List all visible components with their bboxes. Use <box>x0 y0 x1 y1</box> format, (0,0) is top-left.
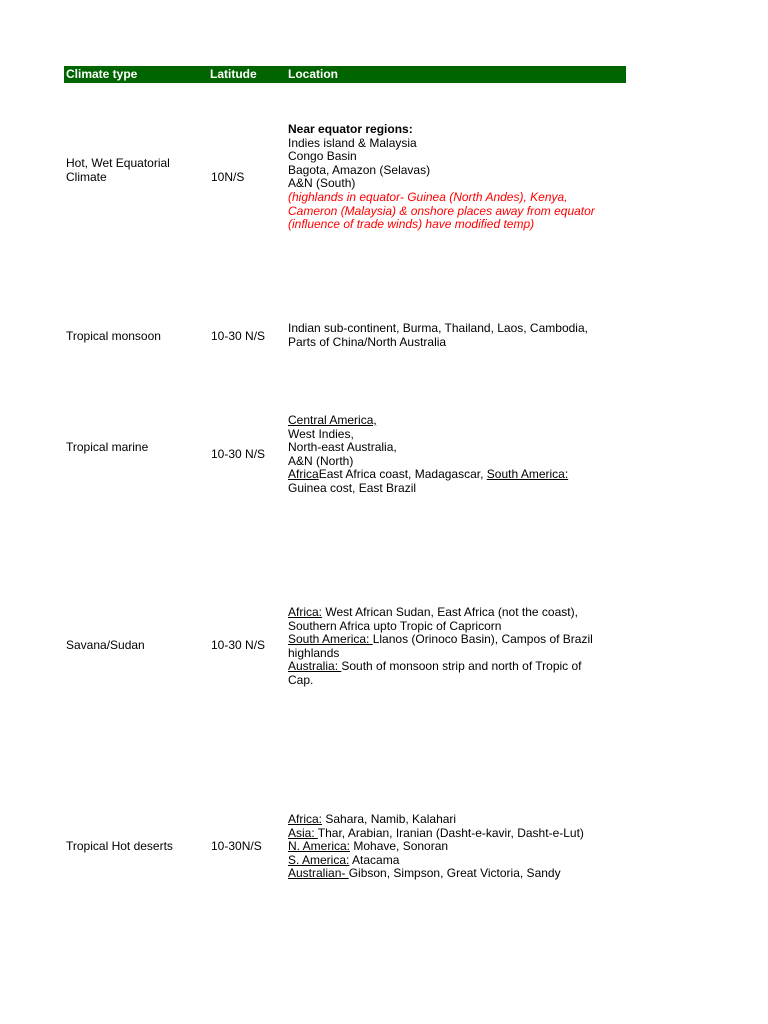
row-5-loc-line <box>288 827 584 841</box>
row-1-type-line-1: Hot, Wet Equatorial <box>66 156 170 170</box>
header-latitude: Latitude <box>210 67 257 81</box>
row-3-climate-type: Tropical marine <box>66 440 149 454</box>
row-1-loc-line: A&N (South) <box>288 176 356 191</box>
row-1-loc-heading: Near equator regions: <box>288 122 413 136</box>
row-5-loc-line <box>288 867 584 881</box>
region-label: Africa <box>288 467 319 482</box>
region-places: Thar, Arabian, Iranian (Dasht-e-kavir, Dasht-e-Lut) <box>317 825 584 840</box>
row-4-loc-line: highlands <box>288 645 340 660</box>
row-1-loc-line: Bagota, Amazon (Selavas) <box>288 162 431 177</box>
row-1-loc-note: (influence of trade winds) have modified temp) <box>288 217 535 232</box>
region-places: West African Sudan, East Africa (not the coast), <box>322 605 578 619</box>
row-4-latitude: 10-30 N/S <box>211 638 266 652</box>
row-5-latitude: 10-30N/S <box>211 839 262 853</box>
region-places: Mohave, Sonoran <box>350 839 449 854</box>
row-3-loc-line: Central America, <box>288 413 377 427</box>
table-header <box>64 66 626 83</box>
row-1-loc-line: Indies island & Malaysia <box>288 135 417 150</box>
region-places: Gibson, Simpson, Great Victoria, Sandy <box>348 866 561 881</box>
row-3-loc-line: A&N (North) <box>288 453 354 468</box>
row-3-loc-line: West Indies, <box>288 426 354 441</box>
region-label: Australian- <box>288 866 349 881</box>
row-2-climate-type: Tropical monsoon <box>66 329 161 343</box>
row-2-location <box>288 322 588 349</box>
row-1-latitude: 10N/S <box>211 170 245 184</box>
row-4-loc-line: Cap. <box>288 672 314 687</box>
header-location: Location <box>288 67 338 81</box>
row-4-climate-type: Savana/Sudan <box>66 638 145 652</box>
row-4-loc-line: Southern Africa upto Tropic of Capricorn <box>288 618 502 633</box>
row-5-loc-line <box>288 840 584 854</box>
row-1-location <box>288 123 595 232</box>
region-places: Sahara, Namib, Kalahari <box>322 812 457 826</box>
region-places: South of monsoon strip and north of Tropic of <box>341 659 582 674</box>
row-5-loc-line <box>288 813 584 827</box>
region-places: East Africa coast, Madagascar, <box>318 467 487 482</box>
region-label: South America: <box>486 467 569 482</box>
region-places: Llanos (Orinoco Basin), Campos of Brazil <box>372 632 593 647</box>
row-2-loc-line: Parts of China/North Australia <box>288 334 447 349</box>
header-climate-type: Climate type <box>66 67 138 81</box>
row-3-location <box>288 414 568 496</box>
row-3-loc-line: Guinea cost, East Brazil <box>288 480 417 495</box>
row-1-type-line-2: Climate <box>66 169 107 184</box>
row-2-loc-line: Indian sub-continent, Burma, Thailand, Laos, Cambodia, <box>288 321 588 335</box>
row-2-latitude: 10-30 N/S <box>211 329 266 343</box>
region-label: Africa: <box>288 812 323 826</box>
region-label: South America: <box>288 632 373 647</box>
row-4-loc-line <box>288 606 593 620</box>
row-3-latitude: 10-30 N/S <box>211 447 266 461</box>
row-1-climate-type <box>66 157 170 184</box>
row-5-location <box>288 813 584 881</box>
region-label: N. America: <box>288 839 351 854</box>
region-places: Atacama <box>349 852 400 867</box>
region-label: Australia: <box>288 659 342 674</box>
row-3-loc-line <box>288 468 568 482</box>
row-1-loc-note: (highlands in equator- Guinea (North Andes), Kenya, <box>288 189 568 204</box>
region-label: Africa: <box>288 605 323 619</box>
row-4-location <box>288 606 593 688</box>
row-5-loc-line <box>288 854 584 868</box>
row-1-loc-line: Congo Basin <box>288 149 357 164</box>
row-5-climate-type: Tropical Hot deserts <box>66 839 173 853</box>
row-4-loc-line <box>288 633 593 647</box>
row-3-loc-line: North-east Australia, <box>288 440 397 455</box>
row-4-loc-line <box>288 660 593 674</box>
region-label: Asia: <box>288 825 318 840</box>
row-1-loc-note: Cameron (Malaysia) & onshore places away from equator <box>288 203 595 218</box>
region-label: S. America: <box>288 852 350 867</box>
